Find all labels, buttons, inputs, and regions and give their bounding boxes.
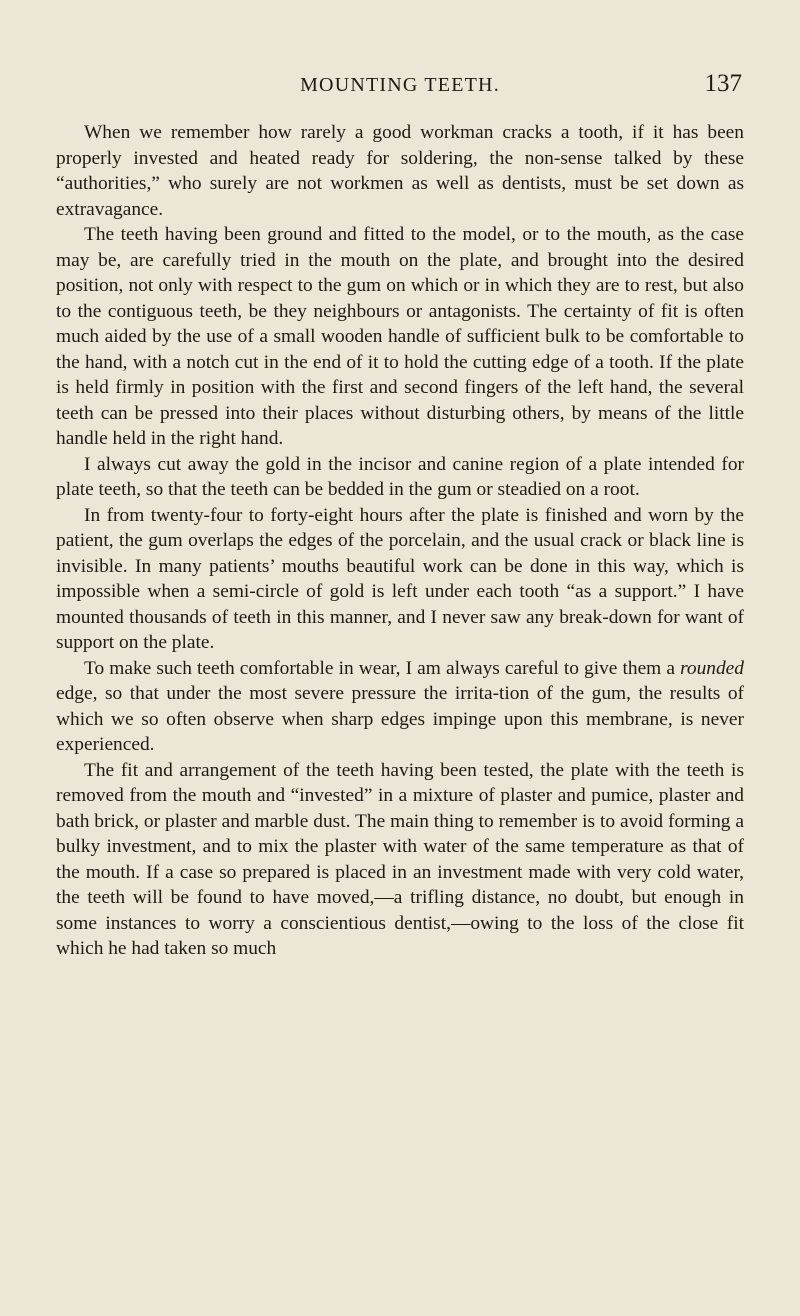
paragraph: When we remember how rarely a good workman cracks a tooth, if it has been properly invested and heated ready for soldering, the non-sense talked by these “authorities,” who surely are not workmen as well as dentists, must be set down as extravagance. [56, 122, 744, 220]
page-number: 137 [704, 70, 742, 97]
body-text [56, 120, 744, 962]
running-head: MOUNTING TEETH. [300, 74, 500, 96]
page-header [0, 70, 800, 104]
paragraph: In from twenty-four to forty-eight hours after the plate is finished and worn by the patient, the gum overlaps the edges of the porcelain, and the usual crack or black line is invisible. In many patients’ mouths beautiful work can be done in this way, which is impossible when a semi-circle of gold is left under each tooth “as a support.” I have mounted thousands of teeth in this manner, and I never saw any break-down for want of support on the plate. [56, 504, 744, 653]
paragraph [56, 656, 744, 758]
paragraph-text: To make such teeth comfortable in wear, I am always careful to give them a [84, 657, 681, 679]
paragraph-text: edge, so that under the most severe pressure the irrita-tion of the gum, the results of which we so often observe when sharp edges impinge upon this membrane, is never experienced. [56, 683, 744, 755]
paragraph: I always cut away the gold in the incisor and canine region of a plate intended for plate teeth, so that the teeth can be bedded in the gum or steadied on a root. [56, 453, 744, 500]
italic-word: rounded [680, 657, 744, 679]
paragraph: The fit and arrangement of the teeth having been tested, the plate with the teeth is removed from the mouth and “invested” in a mixture of plaster and pumice, plaster and bath brick, or plaster and marble dust. The main thing to remember is to avoid forming a bulky investment, and to mix the plaster with water of the same temperature as that of the mouth. If a case so prepared is placed in an investment made with very cold water, the teeth will be found to have moved,—a trifling distance, no doubt, but enough in some instances to worry a conscientious dentist,—owing to the loss of the close fit which he had taken so much [56, 759, 744, 959]
paragraph: The teeth having been ground and fitted to the model, or to the mouth, as the case may be, are carefully tried in the mouth on the plate, and brought into the desired position, not only with respect to the gum on which or in which they are to rest, but also to the contiguous teeth, be they neighbours or antagonists. The certainty of fit is often much aided by the use of a small wooden handle of sufficient bulk to be comfortable to the hand, with a notch cut in the end of it to hold the cutting edge of a tooth. If the plate is held firmly in position with the first and second fingers of the left hand, the several teeth can be pressed into their places without disturbing others, by means of the little handle held in the right hand. [56, 224, 744, 449]
